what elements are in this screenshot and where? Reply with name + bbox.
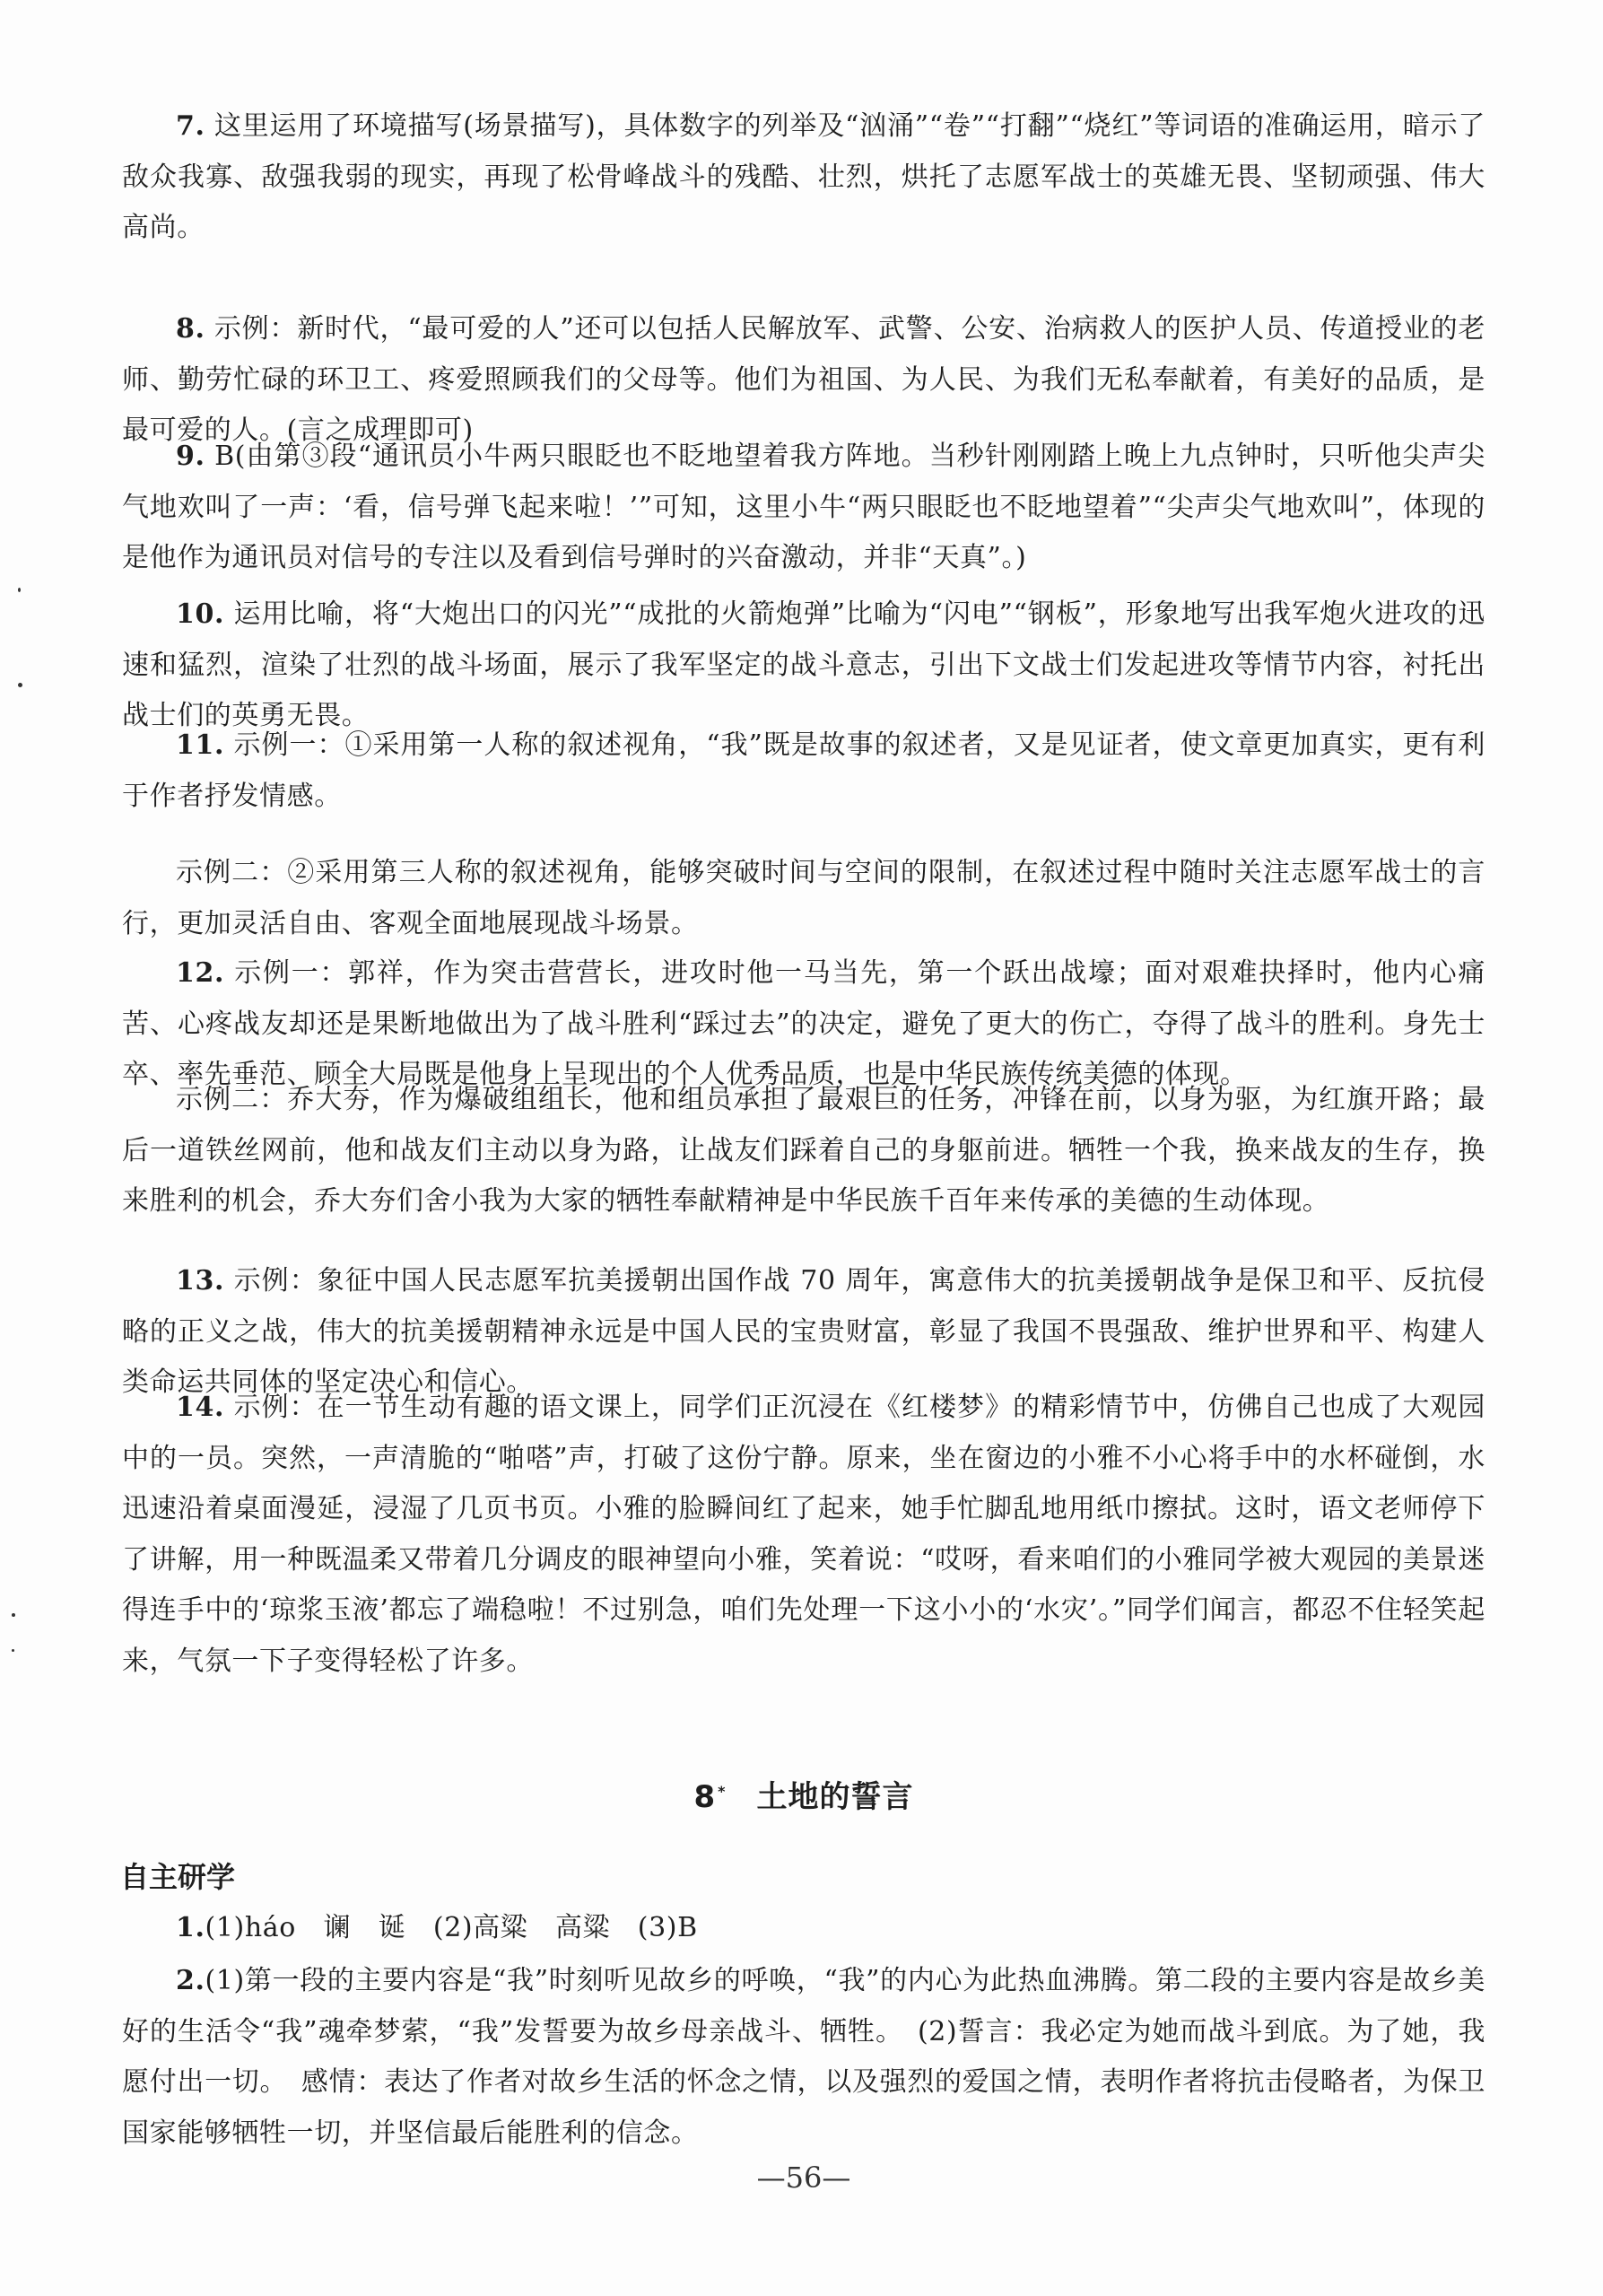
scan-speck — [12, 1649, 14, 1652]
lesson-title-text: 土地的誓言 — [756, 1779, 914, 1815]
study-answer-1 — [122, 1903, 698, 1954]
answer-number: 7. — [176, 110, 205, 142]
answer-number: 12. — [176, 957, 224, 989]
answer-number: 2. — [176, 1965, 205, 1996]
answer-text: 示例：在一节生动有趣的语文课上，同学们正沉浸在《红楼梦》的精彩情节中，仿佛自己也成了大观园中的一员。突然，一声清脆的“啪嗒”声，打破了这份宁静。原来，坐在窗边的小雅不小心将手中的水杯碰倒，水迅速沿着桌面漫延，浸湿了几页书页。小雅的脸瞬间红了起来，她手忙脚乱地用纸巾擦拭。这时，语文老师停下了讲解，用一种既温柔又带着几分调皮的眼神望向小雅，笑着说：“哎呀，看来咱们的小雅同学被大观园的美景迷得连手中的‘琼浆玉液’都忘了端稳啦！不过别急，咱们先处理一下这小小的‘水灾’。”同学们闻言，都忍不住轻笑起来，气氛一下子变得轻松了许多。 — [122, 1392, 1486, 1677]
answer-text: 示例二：乔大夯，作为爆破组组长，他和组员承担了最艰巨的任务，冲锋在前，以身为驱，为红旗开路；最后一道铁丝网前，他和战友们主动以身为路，让战友们踩着自己的身躯前进。牺牲一个我，换来战友的生存，换来胜利的机会，乔大夯们舍小我为大家的牺牲奉献精神是中华民族千百年来传承的美德的生动体现。 — [122, 1084, 1485, 1217]
answer-text: 这里运用了环境描写(场景描写)，具体数字的列举及“汹涌”“卷”“打翻”“烧红”等词语的准确运用，暗示了敌众我寡、敌强我弱的现实，再现了松骨峰战斗的残酷、壮烈，烘托了志愿军战士的英雄无畏、坚韧顽强、伟大高尚。 — [122, 110, 1485, 243]
answer-number: 8. — [176, 313, 205, 345]
answer-text: 示例二：②采用第三人称的叙述视角，能够突破时间与空间的限制，在叙述过程中随时关注志愿军战士的言行，更加灵活自由、客观全面地展现战斗场景。 — [122, 857, 1485, 939]
answer-text: 示例一：郭祥，作为突击营营长，进攻时他一马当先，第一个跃出战壕；面对艰难抉择时，他内心痛苦、心疼战友却还是果断地做出为了战斗胜利“踩过去”的决定，避免了更大的伤亡，夺得了战斗的胜利。身先士卒、率先垂范、顾全大局既是他身上呈现出的个人优秀品质，也是中华民族传统美德的体现。 — [122, 957, 1485, 1090]
study-answer-2 — [122, 1956, 1485, 2159]
answer-number: 9. — [176, 441, 205, 472]
answer-12-example-2 — [122, 1075, 1485, 1227]
answer-number: 10. — [176, 598, 224, 630]
lesson-marker: * — [718, 1782, 727, 1800]
lesson-title — [122, 1772, 1485, 1816]
answer-number: 1. — [176, 1912, 205, 1943]
answer-14 — [122, 1383, 1485, 1687]
answer-number: 14. — [176, 1392, 224, 1423]
lesson-number: 8 — [693, 1779, 717, 1815]
answer-text: (1)háo 谰 诞 (2)高粱 高粱 (3)B — [205, 1912, 698, 1943]
scan-speck — [12, 1613, 15, 1617]
answer-10 — [122, 589, 1485, 742]
answer-11-example-2 — [122, 848, 1485, 949]
answer-text: (1)第一段的主要内容是“我”时刻听见故乡的呼唤，“我”的内心为此热血沸腾。第二段的主要内容是故乡美好的生活令“我”魂牵梦萦，“我”发誓要为故乡母亲战斗、牺牲。 (2)誓言：我必定为她而战斗到底。为了她，我愿付出一切。 感情：表达了作者对故乡生活的怀念之情，以及强烈的爱国之情，表明作者将抗击侵略者，为保卫国家能够牺牲一切，并坚信最后能胜利的信念。 — [122, 1965, 1485, 2149]
answer-7 — [122, 101, 1485, 254]
answer-number: 13. — [176, 1265, 224, 1296]
answer-text: 示例：象征中国人民志愿军抗美援朝出国作战 70 周年，寓意伟大的抗美援朝战争是保卫和平、反抗侵略的正义之战，伟大的抗美援朝精神永远是中国人民的宝贵财富，彰显了我国不畏强敌、维护世界和平、构建人类命运共同体的坚定决心和信心。 — [122, 1265, 1485, 1398]
answer-text: 示例一：①采用第一人称的叙述视角，“我”既是故事的叙述者，又是见证者，使文章更加真实，更有利于作者抒发情感。 — [122, 729, 1485, 812]
section-heading: 自主研学 — [120, 1860, 236, 1894]
page-number: —56— — [756, 2161, 851, 2195]
answer-11 — [122, 720, 1485, 822]
answer-text: 示例：新时代，“最可爱的人”还可以包括人民解放军、武警、公安、治病救人的医护人员、传道授业的老师、勤劳忙碌的环卫工、疼爱照顾我们的父母等。他们为祖国、为人民、为我们无私奉献着，有美好的品质，是最可爱的人。(言之成理即可) — [122, 313, 1486, 446]
scan-speck — [18, 588, 21, 592]
answer-number: 11. — [176, 729, 224, 761]
scan-speck — [18, 683, 22, 687]
answer-text: B(由第③段“通讯员小牛两只眼眨也不眨地望着我方阵地。当秒针刚刚踏上晚上九点钟时，只听他尖声尖气地欢叫了一声：‘看，信号弹飞起来啦！’”可知，这里小牛“两只眼眨也不眨地望着”“尖声尖气地欢叫”，体现的是他作为通讯员对信号的专注以及看到信号弹时的兴奋激动，并非“天真”。) — [122, 441, 1485, 573]
answer-text: 运用比喻，将“大炮出口的闪光”“成批的火箭炮弹”比喻为“闪电”“钢板”，形象地写出我军炮火进攻的迅速和猛烈，渲染了壮烈的战斗场面，展示了我军坚定的战斗意志，引出下文战士们发起进攻等情节内容，衬托出战士们的英勇无畏。 — [122, 598, 1486, 731]
answer-9 — [122, 432, 1485, 584]
